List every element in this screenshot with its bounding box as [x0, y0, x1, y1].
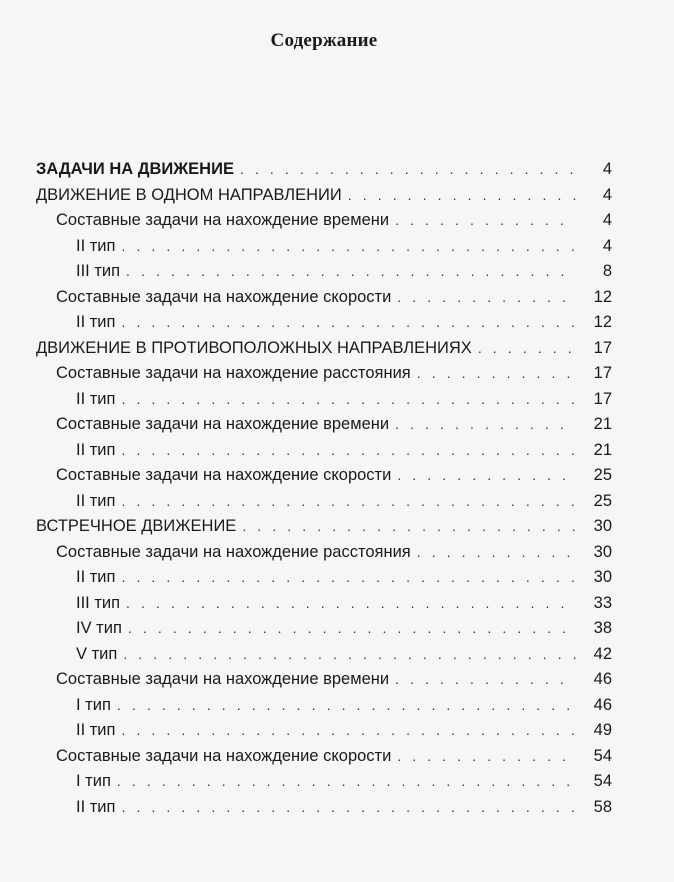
toc-entry-label: ЗАДАЧИ НА ДВИЖЕНИЕ	[36, 160, 234, 178]
leader-dots	[240, 161, 576, 175]
toc-entry-page: 38	[593, 619, 612, 637]
toc-entry-label: II тип	[76, 721, 116, 739]
toc-entry	[36, 237, 612, 263]
leader-dots	[417, 365, 576, 379]
leader-dots	[123, 646, 576, 660]
toc-list	[36, 160, 612, 823]
leader-dots	[395, 416, 576, 430]
toc-entry	[36, 313, 612, 339]
toc-entry-label: V тип	[76, 644, 118, 663]
toc-entry	[36, 619, 612, 645]
toc-entry-label: II тип	[76, 313, 116, 331]
toc-entry	[36, 568, 612, 594]
leader-dots	[126, 595, 576, 609]
toc-entry	[36, 747, 612, 773]
leader-dots	[348, 187, 576, 201]
toc-entry-page: 30	[593, 542, 612, 561]
toc-entry-label: Составные задачи на нахождение времени	[56, 211, 390, 229]
leader-dots	[126, 263, 576, 277]
leader-dots	[121, 722, 576, 736]
toc-entry-label: Составные задачи на нахождение времени	[56, 670, 390, 688]
toc-entry	[36, 594, 612, 620]
toc-entry-page: 46	[593, 670, 612, 688]
table-of-contents	[36, 160, 612, 823]
toc-entry-label: II тип	[76, 440, 116, 459]
toc-entry-label: I тип	[76, 772, 111, 790]
toc-entry-page: 54	[593, 746, 612, 765]
toc-entry-page: 21	[593, 440, 612, 459]
toc-entry-page: 49	[593, 721, 612, 739]
toc-entry-page: 17	[593, 364, 612, 382]
toc-entry-label: Составные задачи на нахождение расстояния	[56, 364, 411, 382]
toc-entry	[36, 211, 612, 237]
toc-entry-label: II тип	[76, 568, 116, 586]
toc-entry-page: 8	[602, 262, 612, 280]
toc-entry-label: II тип	[76, 389, 116, 408]
leader-dots	[397, 467, 576, 481]
leader-dots	[117, 773, 576, 787]
toc-entry	[36, 670, 612, 696]
toc-entry	[36, 772, 612, 798]
toc-entry-page: 58	[593, 797, 612, 816]
toc-entry	[36, 441, 612, 467]
toc-entry-label: II тип	[76, 236, 116, 255]
toc-entry-page: 17	[593, 389, 612, 408]
leader-dots	[121, 569, 576, 583]
toc-entry	[36, 492, 612, 518]
toc-entry	[36, 721, 612, 747]
toc-entry-page: 12	[593, 287, 612, 306]
toc-entry-label: I тип	[76, 695, 111, 714]
toc-entry-page: 4	[602, 211, 612, 229]
leader-dots	[395, 671, 576, 685]
toc-entry	[36, 288, 612, 314]
toc-entry	[36, 798, 612, 824]
leader-dots	[395, 212, 576, 226]
leader-dots	[417, 544, 576, 558]
toc-entry-page: 17	[593, 338, 612, 357]
toc-entry-page: 30	[593, 568, 612, 586]
toc-entry	[36, 186, 612, 212]
leader-dots	[121, 799, 576, 813]
toc-entry	[36, 645, 612, 671]
toc-entry-page: 33	[593, 593, 612, 612]
toc-entry-page: 4	[602, 185, 612, 204]
leader-dots	[478, 340, 576, 354]
toc-entry-label: ДВИЖЕНИЕ В ПРОТИВОПОЛОЖНЫХ НАПРАВЛЕНИЯХ	[36, 338, 472, 357]
toc-entry-page: 4	[602, 160, 612, 178]
toc-entry-label: Составные задачи на нахождение скорости	[56, 746, 392, 765]
leader-dots	[397, 748, 576, 762]
leader-dots	[121, 238, 576, 252]
toc-entry-label: IV тип	[76, 619, 122, 637]
toc-entry	[36, 160, 612, 186]
leader-dots	[121, 314, 576, 328]
toc-entry-page: 25	[593, 491, 612, 510]
toc-entry-label: III тип	[76, 593, 121, 612]
page-title: Содержание	[270, 30, 378, 51]
leader-dots	[121, 442, 576, 456]
toc-entry-label: Составные задачи на нахождение времени	[56, 415, 390, 433]
toc-entry-label: III тип	[76, 262, 121, 280]
toc-entry-label: Составные задачи на нахождение скорости	[56, 287, 392, 306]
toc-entry-page: 30	[593, 517, 612, 535]
leader-dots	[128, 620, 576, 634]
toc-entry	[36, 543, 612, 569]
toc-entry-label: ВСТРЕЧНОЕ ДВИЖЕНИЕ	[36, 517, 237, 535]
toc-entry-page: 12	[593, 313, 612, 331]
toc-entry-label: II тип	[76, 491, 116, 510]
toc-entry-label: Составные задачи на нахождение расстояния	[56, 542, 411, 561]
toc-entry	[36, 262, 612, 288]
toc-entry-label: ДВИЖЕНИЕ В ОДНОМ НАПРАВЛЕНИИ	[36, 185, 342, 204]
leader-dots	[242, 518, 576, 532]
toc-entry	[36, 339, 612, 365]
toc-entry	[36, 390, 612, 416]
leader-dots	[117, 697, 576, 711]
toc-entry	[36, 364, 612, 390]
toc-entry-page: 25	[593, 466, 612, 484]
toc-entry-page: 54	[593, 772, 612, 790]
toc-entry	[36, 415, 612, 441]
toc-entry-label: II тип	[76, 797, 116, 816]
toc-entry	[36, 517, 612, 543]
toc-entry	[36, 696, 612, 722]
leader-dots	[121, 391, 576, 405]
toc-entry-page: 4	[602, 236, 612, 255]
toc-entry-page: 46	[593, 695, 612, 714]
leader-dots	[397, 289, 576, 303]
toc-entry	[36, 466, 612, 492]
leader-dots	[121, 493, 576, 507]
toc-entry-label: Составные задачи на нахождение скорости	[56, 466, 392, 484]
toc-entry-page: 42	[593, 644, 612, 663]
toc-entry-page: 21	[593, 415, 612, 433]
